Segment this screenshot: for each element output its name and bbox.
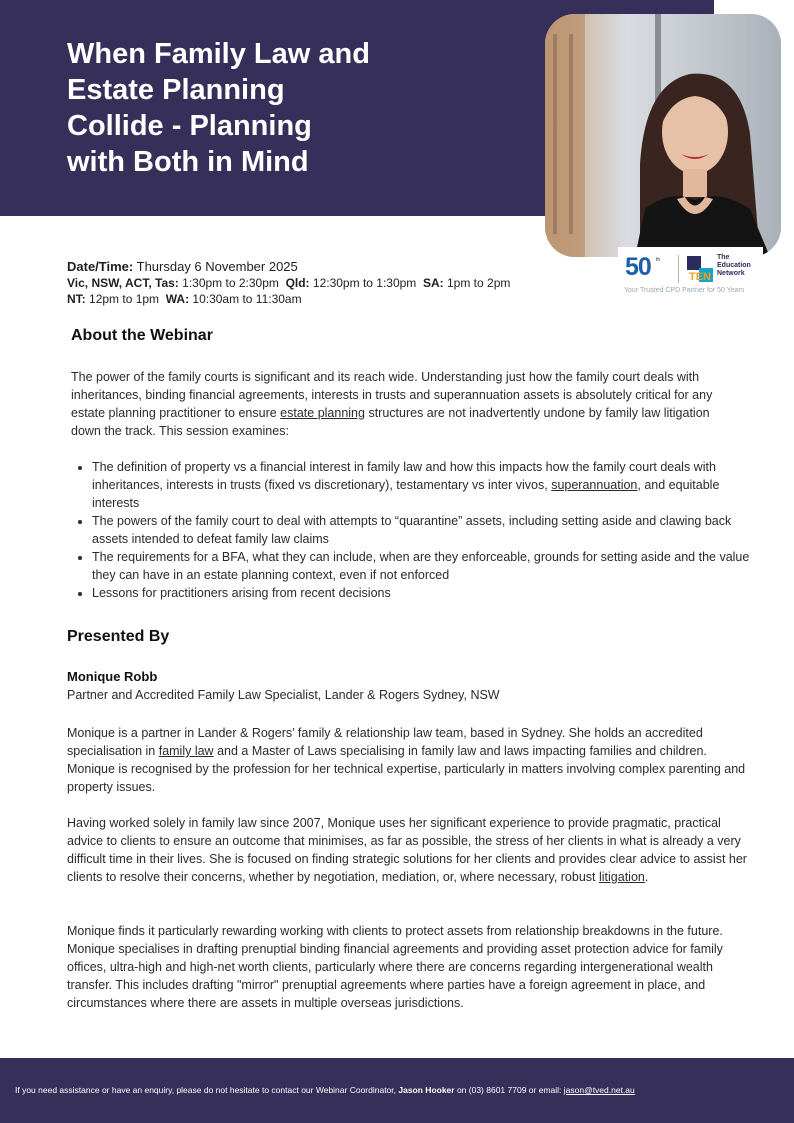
superannuation-link[interactable]: superannuation	[551, 478, 638, 492]
bio-paragraph-1	[67, 724, 757, 796]
time-label: WA:	[165, 292, 190, 306]
logo-name-line: Network	[717, 270, 745, 277]
family-law-link[interactable]: family law	[158, 744, 214, 758]
title-line: Collide - Planning	[67, 110, 312, 142]
logo-name-line: Education	[717, 262, 751, 269]
time-value: 1pm to 2pm	[447, 276, 511, 290]
list-item-text: , and equitable interests	[92, 478, 720, 510]
footer-text: If you need assistance or have an enquiry, please do not hesitate to contact our Webinar Coordinator,	[15, 1085, 399, 1095]
page-title	[67, 36, 467, 180]
logo-name-line: The	[717, 254, 730, 261]
time-value: 12:30pm to 1:30pm	[312, 276, 417, 290]
education-network-name	[717, 254, 763, 278]
time-label: NT:	[67, 292, 86, 306]
times-line-1	[67, 275, 510, 291]
about-paragraph	[71, 368, 721, 440]
date-value: Thursday 6 November 2025	[136, 259, 298, 274]
list-item-text: The powers of the family court to deal with attempts to “quarantine” assets, including setting aside and clawing back assets intended to defeat family law claims	[92, 514, 732, 546]
bio-text: Having worked solely in family law since 2007, Monique uses her significant experience to provide pragmatic, practical advice to clients to ensure an outcome that minimises, as far as possible, the stress of her clients in what is already a very difficult time in their lives. She is focused on finding strategic solutions for her clients and provides clear advice to assist her clients to resolve their concerns, whether by negotiation, mediation, or, where necessary, robust	[67, 816, 747, 884]
topics-list	[71, 458, 756, 602]
time-value: 1:30pm to 2:30pm	[182, 276, 279, 290]
bio-paragraph-2	[67, 814, 757, 886]
list-item	[92, 512, 756, 548]
presenter-photo	[545, 14, 781, 257]
list-item-text: The definition of property vs a financial interest in family law and how this impacts how the family court deals with inheritances, interests in trusts (fixed vs discretionary), testamentary vs inter vivos,	[92, 460, 716, 492]
event-details	[67, 258, 510, 307]
list-item	[92, 584, 756, 602]
about-text: The power of the family courts is significant and its reach wide. Understanding just how the family court deals with inheritances, binding financial agreements, interests in trusts and superannuation assets is absolutely critical for any estate planning practitioner to ensure	[71, 370, 713, 420]
time-value: 12pm to 1pm	[89, 292, 160, 306]
fifty-years-mark: 50	[625, 253, 651, 281]
footer-contact	[15, 1085, 635, 1095]
time-label: Vic, NSW, ACT, Tas:	[67, 276, 179, 290]
litigation-link[interactable]: litigation	[599, 870, 645, 884]
about-heading: About the Webinar	[71, 327, 213, 344]
about-text: structures are not inadvertently undone by family law litigation down the track. This session examines:	[71, 406, 710, 438]
email-link[interactable]: jason@tved.net.au	[563, 1085, 635, 1095]
date-label: Date/Time:	[67, 259, 134, 274]
date-line	[67, 258, 510, 275]
footer-text: on (03) 8601 7709 or email:	[454, 1085, 564, 1095]
bio-paragraph-3: Monique finds it particularly rewarding working with clients to protect assets from relationship breakdowns in the future. Monique specialises in drafting prenuptial binding financial agreements and providing asset protection advice for family offices, ultra-high and high-net worth clients, particularly where there are concerns regarding intergenerational wealth transfer. This includes drafting "mirror" prenuptial agreements where parties have a foreign agreement in place, and circumstances where there are assets in multiple overseas jurisdictions.	[67, 924, 723, 1010]
estate-planning-link[interactable]: estate planning	[280, 406, 365, 420]
presented-by-heading: Presented By	[67, 628, 170, 645]
list-item	[92, 548, 756, 584]
time-label: Qld:	[285, 276, 310, 290]
title-line: with Both in Mind	[67, 146, 309, 178]
education-network-logo	[618, 247, 763, 297]
time-value: 10:30am to 11:30am	[192, 292, 302, 306]
logo-tagline: Your Trusted CPD Partner for 50 Years	[624, 287, 745, 294]
fifty-years-superscript: th	[656, 257, 661, 263]
bio-text: .	[644, 870, 649, 884]
ten-logo-letters: TEN	[689, 271, 711, 283]
presenter-role: Partner and Accredited Family Law Specialist, Lander & Rogers Sydney, NSW	[67, 688, 500, 702]
title-line: Estate Planning	[67, 74, 285, 106]
ten-logo-icon	[686, 254, 714, 284]
list-item-text: The requirements for a BFA, what they can include, when are they enforceable, grounds for setting aside and the value they can have in an estate planning context, even if not enforced	[92, 550, 750, 582]
time-label: SA:	[422, 276, 444, 290]
list-item	[92, 458, 756, 512]
list-item-text: Lessons for practitioners arising from recent decisions	[92, 586, 391, 600]
times-line-2	[67, 291, 510, 307]
logo-divider	[678, 255, 679, 283]
presenter-name: Monique Robb	[67, 669, 158, 684]
bio-text: Monique is a partner in Lander & Rogers’ family & relationship law team, based in Sydney. She holds an accredited specialisation in	[67, 726, 703, 758]
title-line: When Family Law and	[67, 38, 370, 70]
bio-text: and a Master of Laws specialising in family law and laws impacting families and children. Monique is recognised by the profession for her technical expertise, particularly in matters involving complex parenting and property issues.	[67, 744, 746, 794]
presenter-portrait-image	[545, 14, 781, 257]
coordinator-name: Jason Hooker	[398, 1085, 455, 1095]
